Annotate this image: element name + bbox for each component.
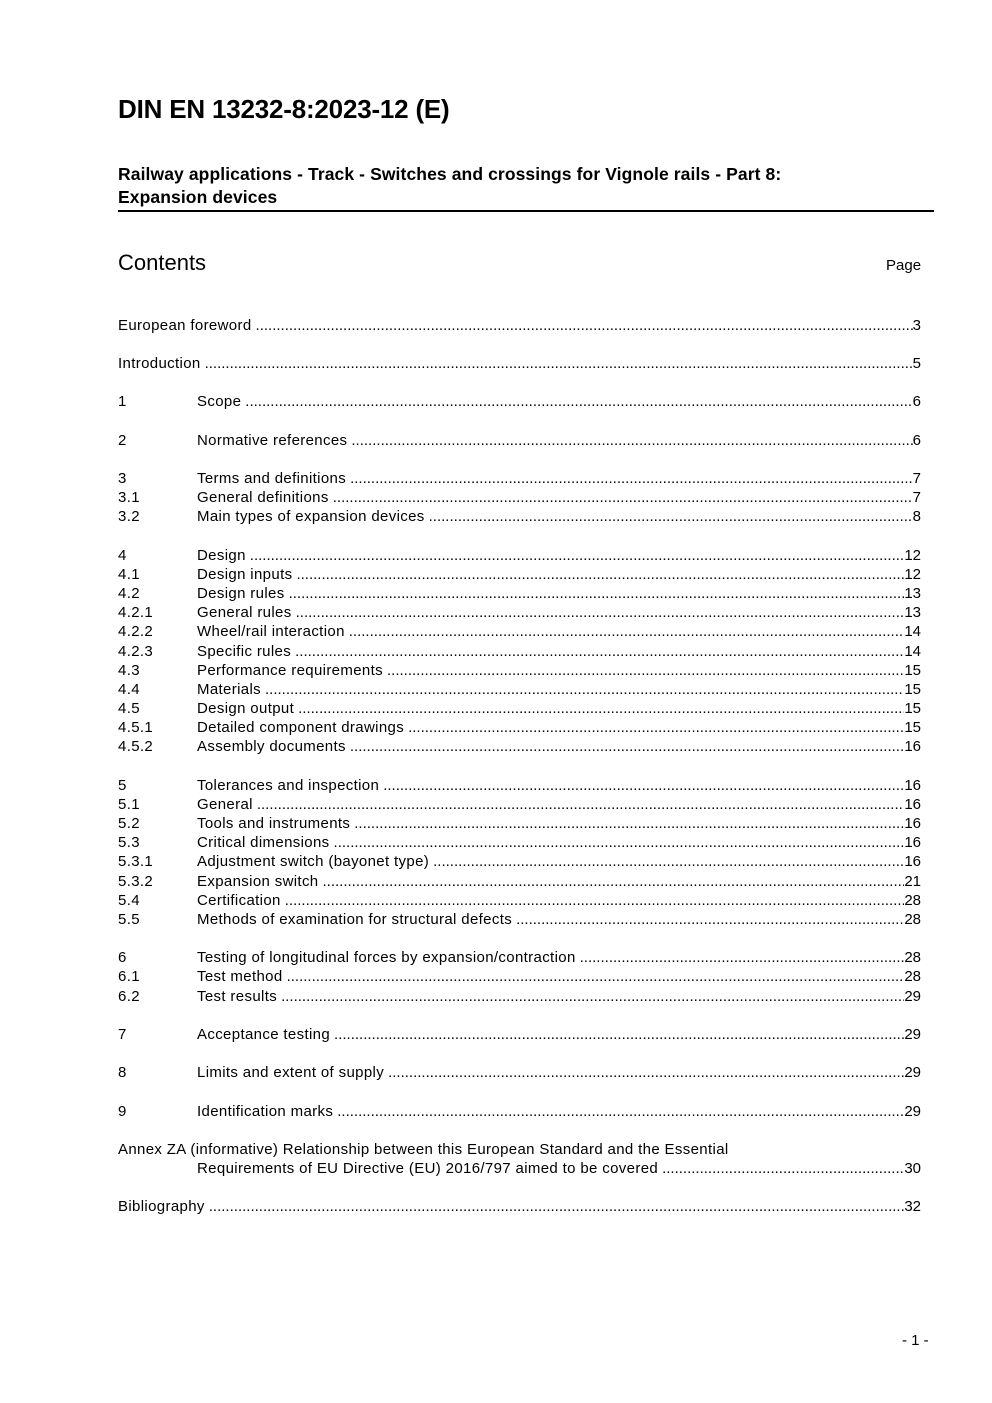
toc-entry-page: 14 <box>904 623 921 640</box>
toc-entry[interactable] <box>118 584 921 603</box>
toc-entry-number: 4.2.1 <box>118 604 154 621</box>
toc-entry-number: 4 <box>118 547 127 564</box>
dot-leader <box>333 488 913 507</box>
toc-entry[interactable] <box>118 622 921 641</box>
toc-entry[interactable] <box>118 488 921 507</box>
toc-entry-number: 5.3 <box>118 834 140 851</box>
dot-leader <box>250 546 905 565</box>
toc-entry-page: 30 <box>904 1160 921 1177</box>
toc-entry-title: Main types of expansion devices <box>197 508 425 525</box>
toc-entry[interactable] <box>118 795 921 814</box>
toc-entry-title: Identification marks <box>197 1103 334 1120</box>
toc-entry-page: 21 <box>904 873 921 890</box>
toc-entry[interactable] <box>118 776 921 795</box>
toc-entry-page: 15 <box>904 700 921 717</box>
toc-entry-number: 3 <box>118 470 127 487</box>
annex-za-first-line: Annex ZA (informative) Relationship between this European Standard and the Essential <box>118 1141 729 1158</box>
toc-entry-number: 6 <box>118 949 127 966</box>
dot-leader <box>285 891 905 910</box>
subtitle-line-1: Railway applications - Track - Switches and crossings for Vignole rails - Part 8: <box>118 164 782 184</box>
contents-heading: Contents <box>118 250 207 275</box>
toc-entry-title: Critical dimensions <box>197 834 330 851</box>
toc-entry-page: 28 <box>904 949 921 966</box>
toc-entry-page: 32 <box>904 1198 921 1215</box>
title-divider <box>118 210 934 212</box>
document-subtitle <box>118 163 878 209</box>
toc-entry-title: Detailed component drawings <box>197 719 405 736</box>
toc-entry-title: General definitions <box>197 489 329 506</box>
toc-entry-title: Certification <box>197 892 281 909</box>
toc-entry-page: 7 <box>912 470 921 487</box>
toc-entry-title: Materials <box>197 681 261 698</box>
page-column-label: Page <box>886 257 922 274</box>
toc-entry-page: 13 <box>904 585 921 602</box>
toc-entry-number: 9 <box>118 1103 127 1120</box>
toc-entry-number: 4.2 <box>118 585 140 602</box>
toc-entry-page: 28 <box>904 968 921 985</box>
toc-entry-page: 16 <box>904 738 921 755</box>
toc-entry[interactable] <box>118 642 921 661</box>
toc-entry-page: 16 <box>904 815 921 832</box>
toc-entry-number: 4.2.3 <box>118 643 154 660</box>
toc-entry-page: 29 <box>904 1064 921 1081</box>
dot-leader <box>351 431 912 450</box>
toc-entry-page: 5 <box>912 355 921 372</box>
toc-entry[interactable] <box>118 1063 921 1082</box>
page-number: - 1 - <box>902 1332 929 1349</box>
toc-entry-title: Tolerances and inspection <box>197 777 380 794</box>
toc-entry[interactable] <box>118 392 921 411</box>
dot-leader <box>354 814 904 833</box>
dot-leader <box>295 642 904 661</box>
toc-entry-page: 29 <box>904 1026 921 1043</box>
toc-entry-page: 12 <box>904 547 921 564</box>
dot-leader <box>257 795 904 814</box>
toc-entry-number: 4.5.2 <box>118 738 154 755</box>
toc-entry-number: 3.2 <box>118 508 140 525</box>
toc-entry-title: European foreword <box>118 317 252 334</box>
toc-entry-number: 4.5.1 <box>118 719 154 736</box>
toc-entry-number: 7 <box>118 1026 127 1043</box>
dot-leader <box>245 392 912 411</box>
toc-entry-page: 12 <box>904 566 921 583</box>
toc-entry-title: Introduction <box>118 355 201 372</box>
toc-entry-title: Normative references <box>197 432 348 449</box>
toc-entry-page: 3 <box>912 317 921 334</box>
toc-entry-page: 15 <box>904 681 921 698</box>
toc-entry[interactable] <box>118 718 921 737</box>
toc-entry[interactable] <box>118 814 921 833</box>
dot-leader <box>205 354 913 373</box>
toc-entry-number: 6.2 <box>118 988 140 1005</box>
dot-leader <box>287 967 905 986</box>
dot-leader <box>265 680 904 699</box>
dot-leader <box>350 737 904 756</box>
toc-entry-title: General <box>197 796 253 813</box>
toc-entry-title: Tools and instruments <box>197 815 351 832</box>
toc-entry-number: 4.3 <box>118 662 140 679</box>
document-id: DIN EN 13232-8:2023-12 (E) <box>118 94 450 124</box>
toc-entry-page: 15 <box>904 662 921 679</box>
dot-leader <box>334 1025 904 1044</box>
toc-entry-title: Adjustment switch (bayonet type) <box>197 853 430 870</box>
toc-entry-page: 15 <box>904 719 921 736</box>
toc-entry[interactable] <box>118 661 921 680</box>
toc-entry-title: Requirements of EU Directive (EU) 2016/797 aimed to be covered <box>197 1160 659 1177</box>
toc-entry-number: 5.3.1 <box>118 853 154 870</box>
toc-entry-page: 28 <box>904 892 921 909</box>
toc-entry[interactable] <box>118 546 921 565</box>
toc-entry-annex-za[interactable] <box>118 1159 921 1178</box>
toc-entry-number: 3.1 <box>118 489 140 506</box>
dot-leader <box>433 852 904 871</box>
toc-entry-title: Scope <box>197 393 242 410</box>
toc-entry[interactable] <box>118 852 921 871</box>
toc-entry-title: Test method <box>197 968 283 985</box>
dot-leader <box>209 1197 905 1216</box>
toc-entry-page: 16 <box>904 796 921 813</box>
toc-entry-title: Test results <box>197 988 278 1005</box>
toc-entry-number: 5.1 <box>118 796 140 813</box>
dot-leader <box>516 910 904 929</box>
dot-leader <box>296 603 905 622</box>
toc-entry-title: Design output <box>197 700 295 717</box>
toc-entry-number: 2 <box>118 432 127 449</box>
toc-entry-page: 14 <box>904 643 921 660</box>
toc-entry-title: Bibliography <box>118 1198 205 1215</box>
dot-leader <box>296 565 904 584</box>
toc-entry-title: Testing of longitudinal forces by expansion/contraction <box>197 949 576 966</box>
toc-entry-page: 16 <box>904 777 921 794</box>
toc-entry[interactable] <box>118 891 921 910</box>
toc-entry-title: Methods of examination for structural defects <box>197 911 513 928</box>
toc-entry-title: Specific rules <box>197 643 292 660</box>
dot-leader <box>281 987 904 1006</box>
toc-entry-page: 16 <box>904 853 921 870</box>
toc-entry[interactable] <box>118 507 921 526</box>
toc-entry-number: 6.1 <box>118 968 140 985</box>
toc-entry[interactable] <box>118 872 921 891</box>
toc-entry-number: 1 <box>118 393 127 410</box>
dot-leader <box>349 622 905 641</box>
toc-entry-title: Terms and definitions <box>197 470 347 487</box>
toc-entry-page: 6 <box>912 393 921 410</box>
toc-entry-number: 4.5 <box>118 700 140 717</box>
dot-leader <box>298 699 904 718</box>
toc-entry-number: 4.4 <box>118 681 140 698</box>
toc-entry-bibliography[interactable] <box>118 1197 921 1216</box>
toc-entry-page: 13 <box>904 604 921 621</box>
toc-entry[interactable] <box>118 469 921 488</box>
toc-entry[interactable] <box>118 737 921 756</box>
toc-entry[interactable] <box>118 431 921 450</box>
toc-entry[interactable] <box>118 987 921 1006</box>
dot-leader <box>387 661 904 680</box>
toc-entry-number: 4.2.2 <box>118 623 154 640</box>
dot-leader <box>256 316 913 335</box>
toc-entry[interactable] <box>118 833 921 852</box>
dot-leader <box>580 948 905 967</box>
dot-leader <box>662 1159 904 1178</box>
dot-leader <box>383 776 904 795</box>
toc-entry[interactable] <box>118 1102 921 1121</box>
toc-entry-title: Expansion switch <box>197 873 319 890</box>
toc-entry[interactable] <box>118 967 921 986</box>
dot-leader <box>429 507 913 526</box>
dot-leader <box>408 718 904 737</box>
toc-entry-number: 5 <box>118 777 127 794</box>
dot-leader <box>388 1063 904 1082</box>
toc-entry[interactable] <box>118 948 921 967</box>
toc-entry[interactable] <box>118 1025 921 1044</box>
toc-entry[interactable] <box>118 699 921 718</box>
toc-entry-title: Acceptance testing <box>197 1026 331 1043</box>
toc-entry-number: 8 <box>118 1064 127 1081</box>
dot-leader <box>350 469 913 488</box>
toc-entry-title: Limits and extent of supply <box>197 1064 385 1081</box>
dot-leader <box>323 872 905 891</box>
dot-leader <box>337 1102 904 1121</box>
toc-entry[interactable] <box>118 316 921 335</box>
toc-entry[interactable] <box>118 354 921 373</box>
toc-entry-number: 5.3.2 <box>118 873 154 890</box>
subtitle-line-2: Expansion devices <box>118 187 278 207</box>
dot-leader <box>334 833 905 852</box>
toc-entry-page: 28 <box>904 911 921 928</box>
toc-entry-page: 16 <box>904 834 921 851</box>
toc-entry[interactable] <box>118 680 921 699</box>
toc-entry-title: Performance requirements <box>197 662 383 679</box>
toc-entry-page: 29 <box>904 1103 921 1120</box>
toc-entry-number: 5.2 <box>118 815 140 832</box>
toc-entry[interactable] <box>118 565 921 584</box>
toc-entry-number: 4.1 <box>118 566 140 583</box>
toc-entry-title: General rules <box>197 604 292 621</box>
toc-entry-title: Assembly documents <box>197 738 346 755</box>
toc-entry-title: Wheel/rail interaction <box>197 623 345 640</box>
toc-entry-title: Design inputs <box>197 566 293 583</box>
dot-leader <box>289 584 905 603</box>
toc-entry-page: 29 <box>904 988 921 1005</box>
toc-entry[interactable] <box>118 603 921 622</box>
toc-entry-page: 6 <box>912 432 921 449</box>
toc-entry-page: 7 <box>912 489 921 506</box>
toc-entry-number: 5.5 <box>118 911 140 928</box>
toc-entry-title: Design <box>197 547 246 564</box>
toc-entry[interactable] <box>118 910 921 929</box>
toc-entry-title: Design rules <box>197 585 285 602</box>
toc-entry-page: 8 <box>912 508 921 525</box>
toc-entry-number: 5.4 <box>118 892 140 909</box>
